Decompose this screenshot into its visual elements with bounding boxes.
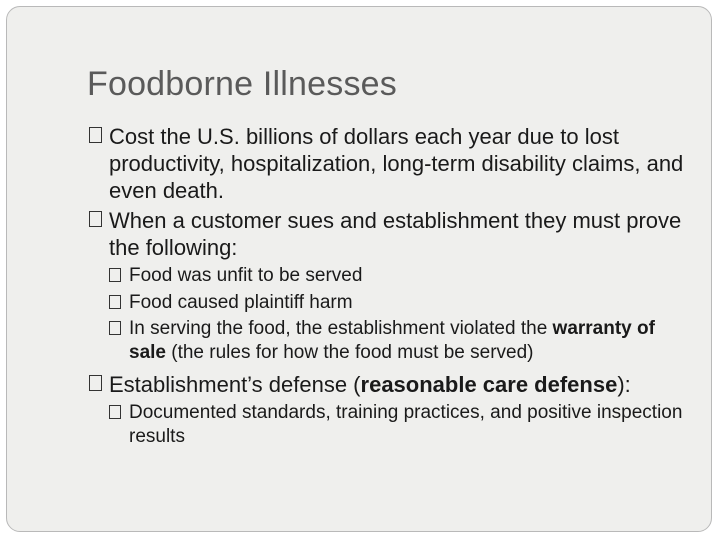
sub-bullet-warranty bbox=[109, 317, 689, 364]
slide-title: Foodborne Illnesses bbox=[87, 65, 397, 103]
bullet-defense-text-a: Establishment’s defense ( bbox=[109, 372, 361, 397]
reasonable-care-term: reasonable care defense bbox=[360, 372, 618, 397]
box-bullet-icon bbox=[89, 211, 102, 227]
sub-bullet-warranty-text-b: (the rules for how the food must be served) bbox=[165, 341, 534, 363]
bullet-cost bbox=[89, 123, 689, 204]
box-bullet-icon bbox=[89, 127, 102, 143]
sub-bullet-unfit bbox=[109, 264, 689, 288]
sub-bullet-documented-text: Documented standards, training practices, and positive inspection results bbox=[129, 402, 683, 447]
slide bbox=[6, 6, 712, 532]
sub-bullet-unfit-text: Food was unfit to be served bbox=[129, 265, 363, 286]
sub-bullet-warranty-text-a: In serving the food, the establishment violated the bbox=[129, 318, 553, 339]
sub-bullet-documented bbox=[109, 401, 689, 448]
bullet-sues-text: When a customer sues and establishment they must prove the following: bbox=[109, 208, 682, 260]
box-bullet-icon bbox=[109, 268, 121, 282]
bullet-cost-text: Cost the U.S. billions of dollars each year due to lost productivity, hospitalization, long-term disability claims, and even death. bbox=[109, 124, 684, 203]
sub-bullet-harm bbox=[109, 291, 689, 315]
box-bullet-icon bbox=[109, 321, 121, 335]
box-bullet-icon bbox=[109, 295, 121, 309]
box-bullet-icon bbox=[109, 405, 121, 419]
box-bullet-icon bbox=[89, 375, 102, 391]
bullet-defense-text-b: ): bbox=[617, 372, 631, 397]
bullet-defense bbox=[89, 371, 689, 398]
bullet-sues bbox=[89, 207, 689, 261]
sub-bullet-harm-text: Food caused plaintiff harm bbox=[129, 291, 353, 313]
warranty-of-sale-term: warranty of sale bbox=[129, 318, 655, 363]
slide-body bbox=[89, 123, 689, 451]
